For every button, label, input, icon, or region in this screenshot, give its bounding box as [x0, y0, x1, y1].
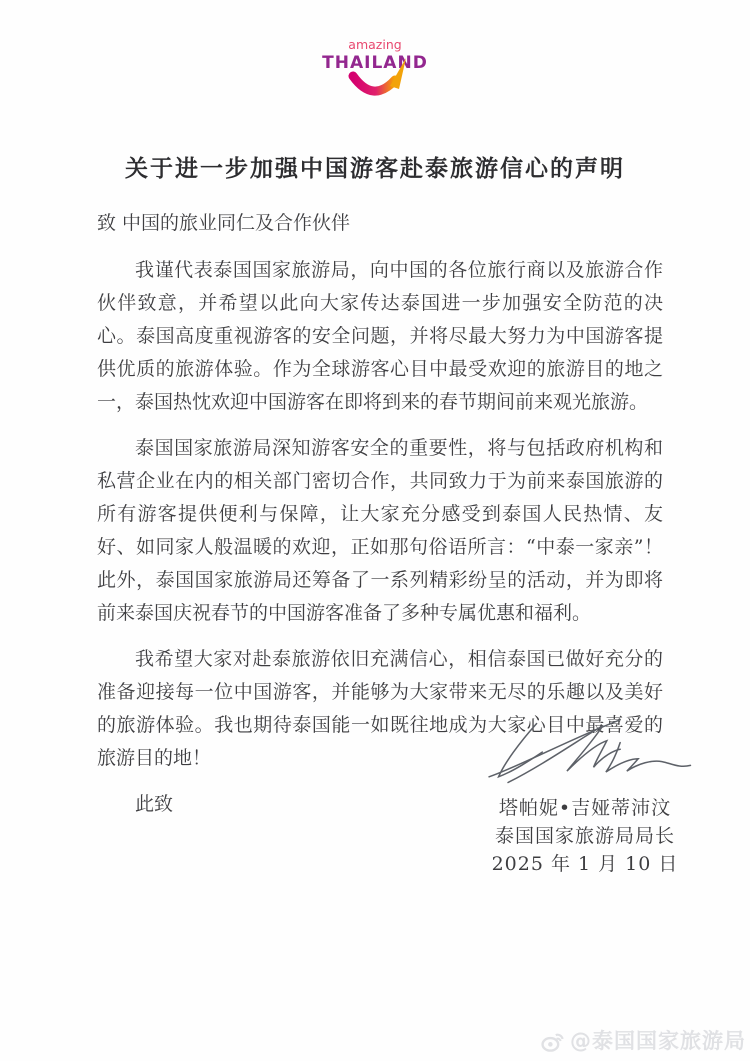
amazing-thailand-logo	[315, 34, 435, 108]
thailand-logo-icon	[315, 34, 435, 108]
logo-tagline: amazing	[348, 37, 402, 52]
logo-brand: THAILAND	[322, 53, 428, 73]
weibo-icon	[539, 1027, 565, 1053]
closing-salute: 此致	[135, 793, 174, 815]
watermark-handle: @泰国国家旅游局	[570, 1029, 746, 1053]
signer-role: 泰国国家旅游局局长	[494, 825, 675, 847]
paragraph-1: 我谨代表泰国国家旅游局，向中国的各位旅行商以及旅游合作伙伴致意，并希望以此向大家传达泰国进一步加强安全防范的决心。泰国高度重视游客的安全问题，并将尽最大努力为中国游客提供优质的旅游体验。作为全球游客心目中最受欢迎的旅游目的地之一，泰国热忱欢迎中国游客在即将到来的春节期间前来观光旅游。	[97, 259, 663, 413]
logo-swoosh	[353, 76, 395, 91]
signature-block	[440, 716, 730, 878]
weibo-watermark	[539, 1025, 746, 1055]
salutation: 致 中国的旅业同仁及合作伙伴	[97, 212, 351, 234]
paragraph-3: 我希望大家对赴泰旅游依旧充满信心，相信泰国已做好充分的准备迎接每一位中国游客，并能够为大家带来无尽的乐趣以及美好的旅游体验。我也期待泰国能一如既往地成为大家心目中最喜爱的旅游目的地！	[97, 648, 663, 769]
signature-date: 2025 年 1 月 10 日	[491, 853, 679, 875]
handwritten-signature-icon	[470, 716, 700, 792]
paragraph-2: 泰国国家旅游局深知游客安全的重要性，将与包括政府机构和私营企业在内的相关部门密切合作，共同致力于为前来泰国旅游的所有游客提供便利与保障，让大家充分感受到泰国人民热情、友好、如同家人般温暖的欢迎，正如那句俗语所言：“中泰一家亲”！此外，泰国国家旅游局还筹备了一系列精彩纷呈的活动，并为即将前来泰国庆祝春节的中国游客准备了多种专属优惠和福利。	[97, 437, 663, 624]
signer-name: 塔帕妮•吉娅蒂沛汶	[498, 797, 672, 819]
page-title: 关于进一步加强中国游客赴泰旅游信心的声明	[125, 155, 625, 182]
